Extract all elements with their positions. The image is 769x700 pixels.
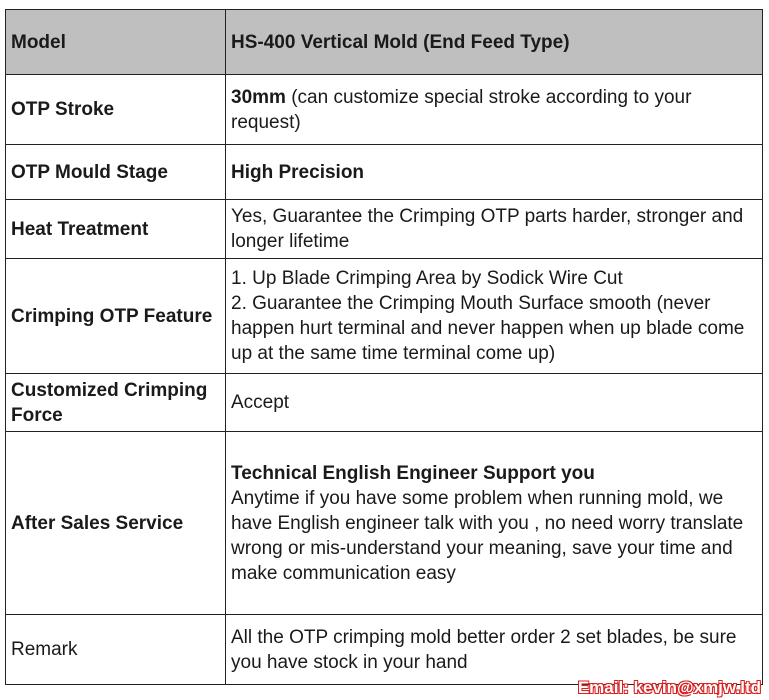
feature-line-1: 1. Up Blade Crimping Area by Sodick Wire Cut: [231, 268, 623, 289]
table-row: [6, 432, 763, 615]
row-value: All the OTP crimping mold better order 2 set blades, be sure you have stock in your hand: [226, 615, 763, 685]
row-value-bold: 30mm: [231, 86, 286, 108]
service-text: Anytime if you have some problem when running mold, we have English engineer talk with you , no need worry translate wrong or mis-understand your meaning, save your time and make communication easy: [231, 487, 744, 584]
service-heading: Technical English Engineer Support you: [231, 462, 595, 484]
row-key: Remark: [6, 615, 226, 685]
row-value: Yes, Guarantee the Crimping OTP parts harder, stronger and longer lifetime: [226, 200, 763, 259]
row-key: OTP Mould Stage: [6, 145, 226, 200]
row-value-bold: High Precision: [231, 161, 365, 183]
table-row: [6, 75, 763, 145]
row-key: Heat Treatment: [6, 200, 226, 259]
row-value: Accept: [226, 374, 763, 432]
spec-table: [5, 9, 763, 685]
header-value-cell: HS-400 Vertical Mold (End Feed Type): [226, 10, 763, 75]
row-key: Crimping OTP Feature: [6, 259, 226, 374]
table-row: [6, 374, 763, 432]
email-watermark: Email: kevin@xmjw.ltd: [577, 678, 761, 697]
feature-line-2: 2. Guarantee the Crimping Mouth Surface smooth (never happen hurt terminal and never happen when up blade come up at the same time terminal come up): [231, 293, 745, 364]
row-value: [226, 145, 763, 200]
row-key: OTP Stroke: [6, 75, 226, 145]
table-row: [6, 615, 763, 685]
row-value-text: (can customize special stroke according to your request): [231, 86, 692, 133]
row-value: [226, 75, 763, 145]
row-value: [226, 259, 763, 374]
row-key: Customized Crimping Force: [6, 374, 226, 432]
row-key: After Sales Service: [6, 432, 226, 615]
table-row: [6, 145, 763, 200]
table-header-row: [6, 10, 763, 75]
table-row: [6, 259, 763, 374]
table-row: [6, 200, 763, 259]
header-key-cell: Model: [6, 10, 226, 75]
row-value: [226, 432, 763, 615]
